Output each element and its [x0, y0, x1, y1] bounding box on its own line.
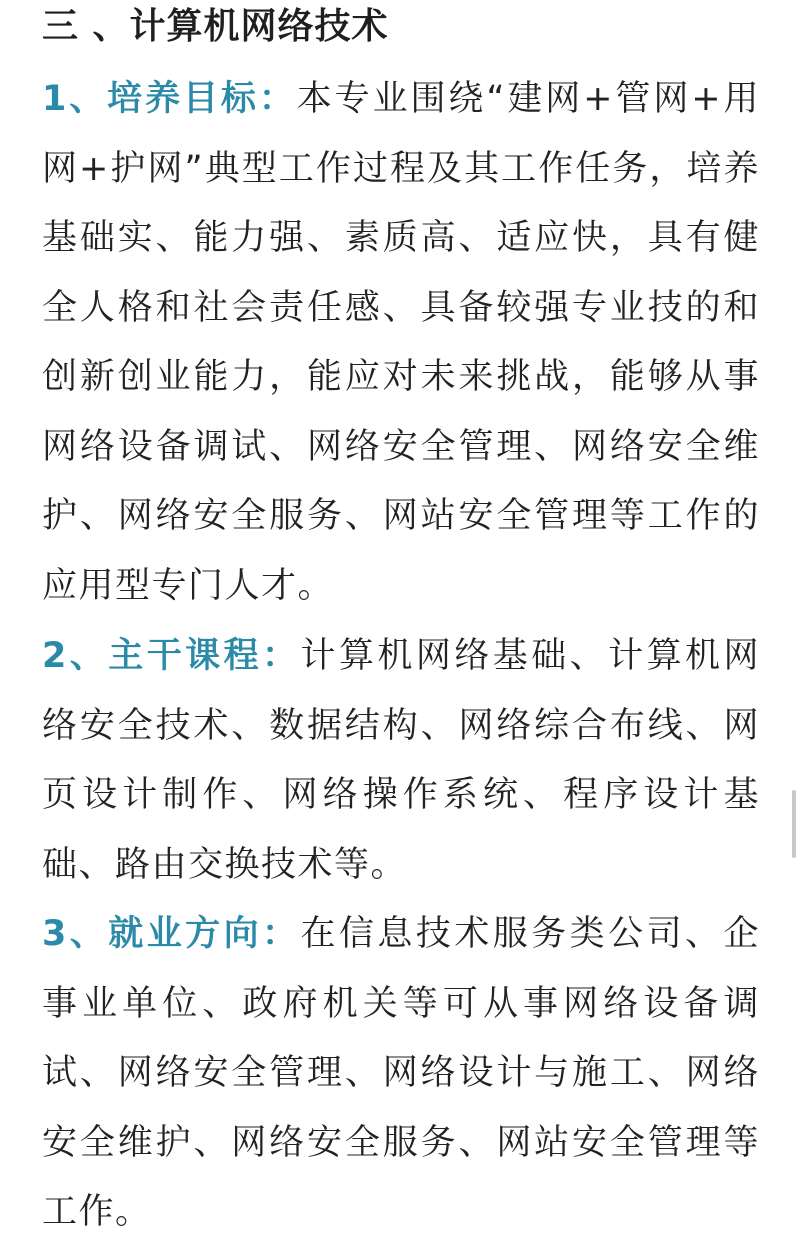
- paragraph-text-career-direction: 在信息技术服务类公司、企事业单位、政府机关等可从事网络设备调试、网络安全管理、网络设计与施工、网络安全维护、网络安全服务、网站安全管理等工作。: [42, 914, 760, 1232]
- paragraph-label-career-direction: 3、就业方向：: [42, 914, 301, 954]
- paragraph-training-goals: [42, 65, 760, 621]
- paragraph-text-training-goals: 本专业围绕“建网+管网+用网+护网”典型工作过程及其工作任务，培养基础实、能力强、素质高、适应快，具有健全人格和社会责任感、具备较强专业技的和创新创业能力，能应对未来挑战，能够从事网络设备调试、网络安全管理、网络安全维护、网络安全服务、网站安全管理等工作的应用型专门人才。: [42, 79, 760, 606]
- paragraph-label-training-goals: 1、培养目标：: [42, 79, 297, 119]
- paragraph-label-core-courses: 2、主干课程：: [42, 636, 301, 676]
- paragraph-text-core-courses: 计算机网络基础、计算机网络安全技术、数据结构、网络综合布线、网页设计制作、网络操作系统、程序设计基础、路由交换技术等。: [42, 636, 760, 885]
- section-title: 三 、计算机网络技术: [42, 6, 389, 47]
- scrollbar-thumb[interactable]: [792, 790, 796, 858]
- paragraph-core-courses: [42, 622, 760, 900]
- paragraph-career-direction: [42, 900, 760, 1248]
